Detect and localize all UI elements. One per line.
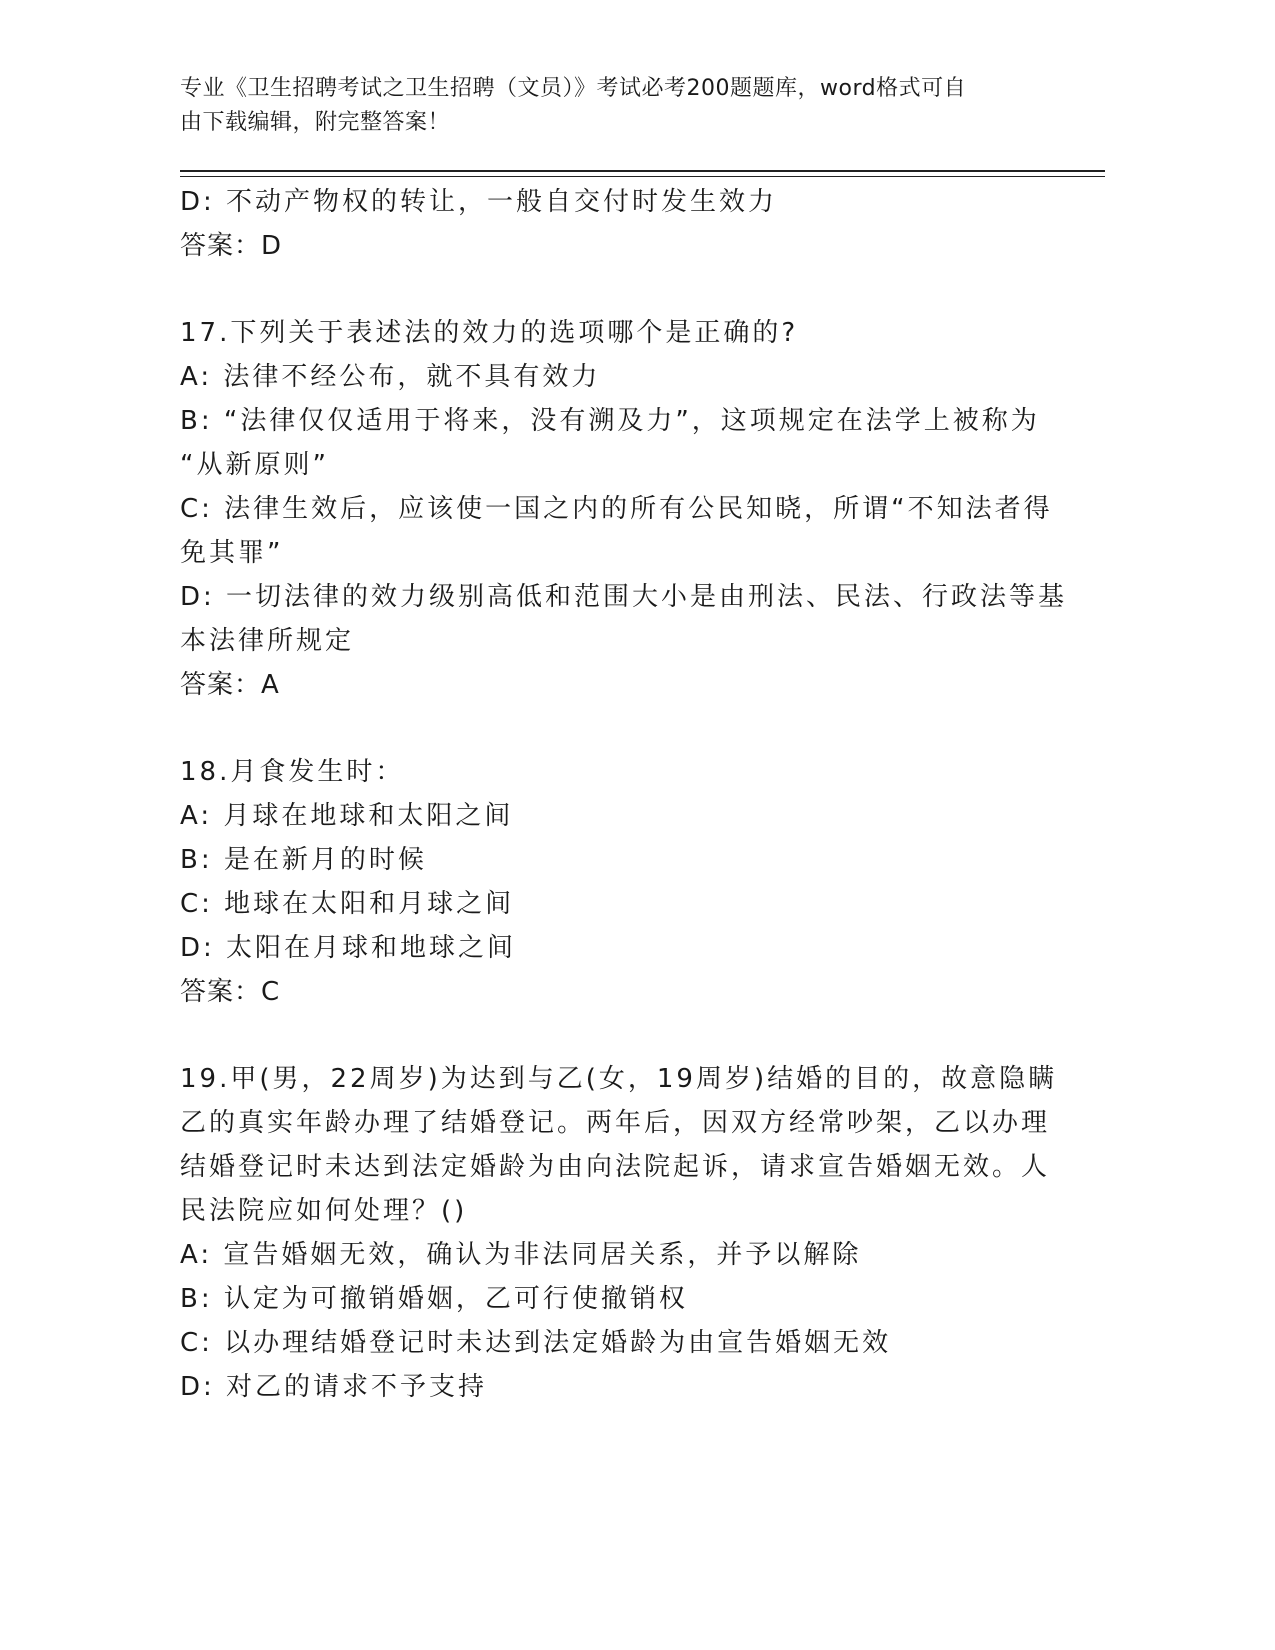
q19-stem-line-4: 民法院应如何处理？() — [180, 1196, 468, 1226]
document-header — [180, 72, 1060, 140]
q18-option-d: D: 太阳在月球和地球之间 — [180, 933, 517, 963]
q17-option-d-line-2: 本法律所规定 — [180, 626, 355, 656]
q17-option-d-line-1: D: 一切法律的效力级别高低和范围大小是由刑法、民法、行政法等基 — [180, 582, 1068, 612]
q18-option-c: C: 地球在太阳和月球之间 — [180, 889, 515, 919]
q19-option-c: C: 以办理结婚登记时未达到法定婚龄为由宣告婚姻无效 — [180, 1328, 892, 1358]
spacer — [180, 268, 1040, 311]
prev-option-d: D: 不动产物权的转让，一般自交付时发生效力 — [180, 187, 778, 217]
q19-stem-line-1: 19.甲(男，22周岁)为达到与乙(女，19周岁)结婚的目的，故意隐瞒 — [180, 1064, 1058, 1094]
document-body — [180, 180, 1068, 1409]
q19-option-d: D: 对乙的请求不予支持 — [180, 1372, 488, 1402]
header-title-line-2: 由下载编辑，附完整答案！ — [180, 110, 451, 135]
q17-option-c-line-2: 免其罪” — [180, 538, 284, 568]
q17-option-a: A: 法律不经公布，就不具有效力 — [180, 362, 601, 392]
q18-answer: 答案：C — [180, 977, 281, 1007]
q19-option-b: B: 认定为可撤销婚姻，乙可行使撤销权 — [180, 1284, 688, 1314]
q17-option-b-line-1: B: “法律仅仅适用于将来，没有溯及力”，这项规定在法学上被称为 — [180, 406, 1040, 436]
q17-answer: 答案：A — [180, 670, 280, 700]
spacer — [180, 707, 1040, 750]
prev-answer: 答案：D — [180, 231, 283, 261]
header-rule-thick — [180, 170, 1105, 172]
q18-stem: 18.月食发生时： — [180, 757, 405, 787]
q19-option-a: A: 宣告婚姻无效，确认为非法同居关系，并予以解除 — [180, 1240, 862, 1270]
q17-option-c-line-1: C: 法律生效后，应该使一国之内的所有公民知晓，所谓“不知法者得 — [180, 494, 1053, 524]
spacer — [180, 1014, 1040, 1057]
q17-stem: 17.下列关于表述法的效力的选项哪个是正确的? — [180, 318, 799, 348]
q19-stem-line-2: 乙的真实年龄办理了结婚登记。两年后，因双方经常吵架，乙以办理 — [180, 1108, 1051, 1138]
header-rule-thin — [180, 176, 1105, 177]
q19-stem-line-3: 结婚登记时未达到法定婚龄为由向法院起诉，请求宣告婚姻无效。人 — [180, 1152, 1051, 1182]
q18-option-b: B: 是在新月的时候 — [180, 845, 427, 875]
q18-option-a: A: 月球在地球和太阳之间 — [180, 801, 514, 831]
q17-option-b-line-2: “从新原则” — [180, 450, 329, 480]
header-title-line-1: 专业《卫生招聘考试之卫生招聘（文员）》考试必考200题题库，word格式可自 — [180, 76, 967, 101]
